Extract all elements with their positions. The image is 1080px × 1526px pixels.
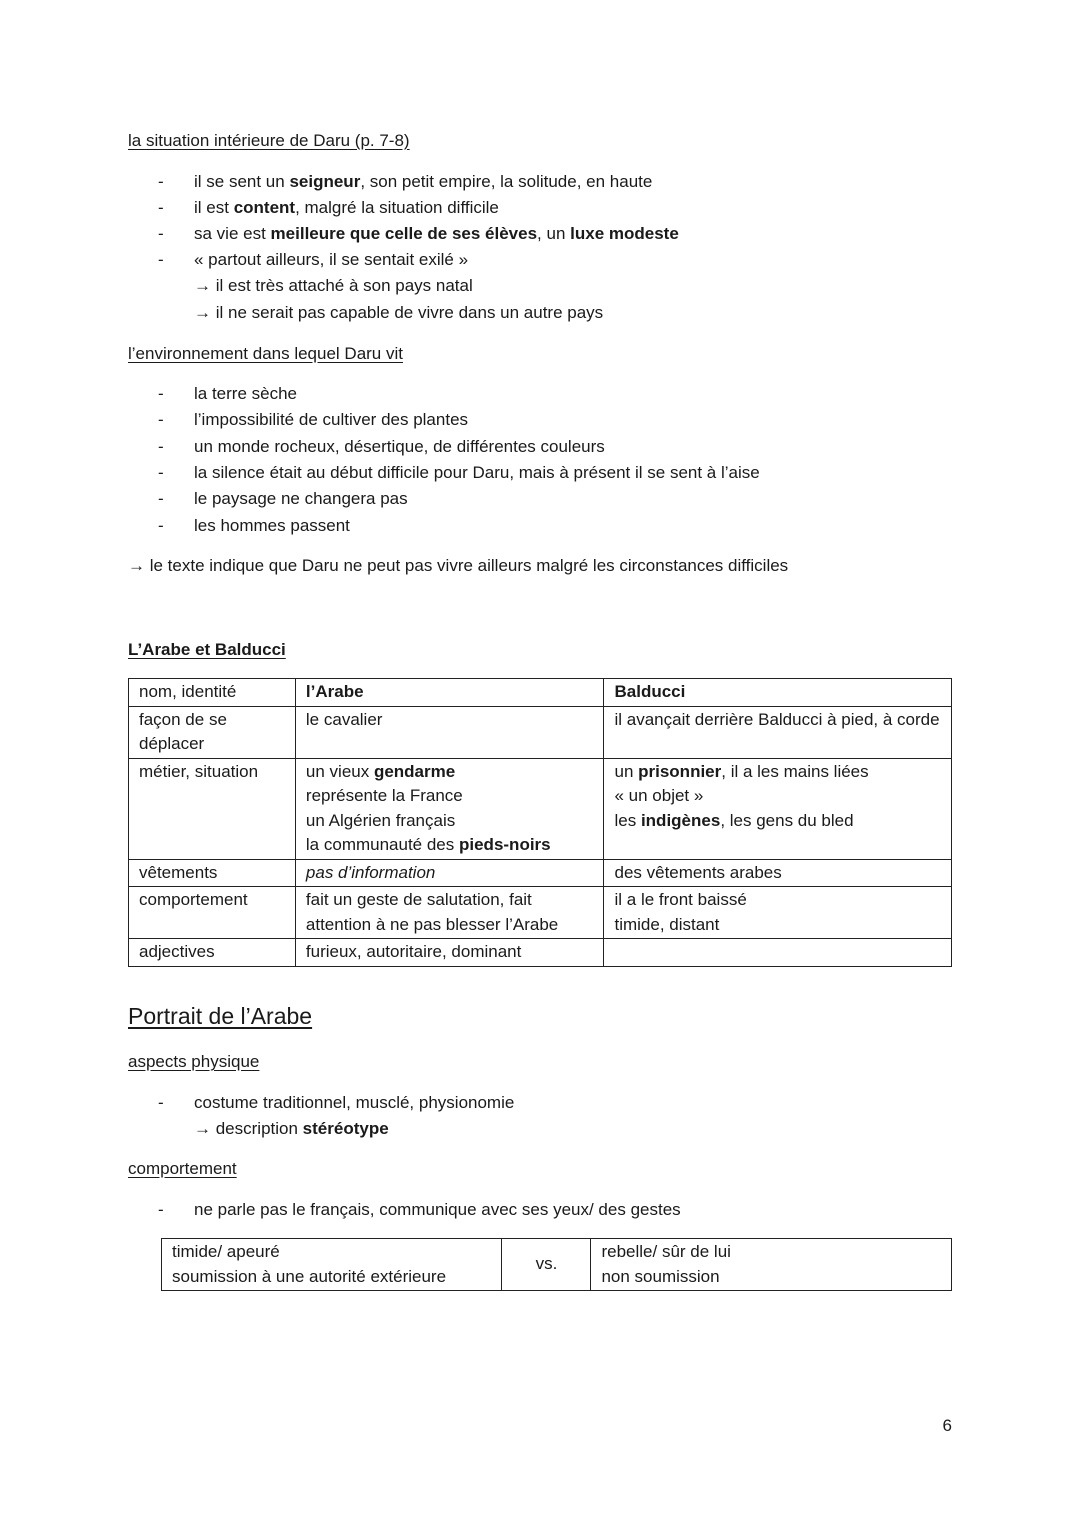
- table-cell: vs.: [501, 1239, 591, 1291]
- table-cell: [604, 939, 952, 967]
- table-cell: façon de se déplacer: [129, 706, 296, 758]
- table-cell: adjectives: [129, 939, 296, 967]
- arrow-note: → description stéréotype: [194, 1119, 389, 1138]
- subheading-physical: aspects physique: [128, 1052, 260, 1071]
- list-item: il se sent un seigneur, son petit empire, la solitude, en haute: [194, 172, 653, 191]
- bullet-dash: -: [158, 437, 164, 456]
- table-cell: timide/ apeuré soumission à une autorité extérieure: [162, 1239, 502, 1291]
- table-header: Balducci: [604, 679, 952, 707]
- arrow-note: → il est très attaché à son pays natal: [194, 276, 473, 295]
- table-cell: comportement: [129, 887, 296, 939]
- bullet-dash: -: [158, 172, 164, 191]
- conclusion-note: → le texte indique que Daru ne peut pas vivre ailleurs malgré les circonstances difficiles: [128, 556, 789, 575]
- list-item: le paysage ne changera pas: [194, 489, 408, 508]
- table-cell: fait un geste de salutation, fait attention à ne pas blesser l’Arabe: [295, 887, 604, 939]
- table-cell: pas d’information: [295, 859, 604, 887]
- section-heading-situation: la situation intérieure de Daru (p. 7-8): [128, 131, 410, 150]
- table-cell: rebelle/ sûr de lui non soumission: [591, 1239, 952, 1291]
- list-item: les hommes passent: [194, 516, 350, 535]
- list-item: un monde rocheux, désertique, de différentes couleurs: [194, 437, 605, 456]
- bullet-dash: -: [158, 1093, 164, 1112]
- section-heading-environment: l’environnement dans lequel Daru vit: [128, 344, 403, 363]
- table-row: [129, 939, 952, 967]
- list-item: costume traditionnel, musclé, physionomie: [194, 1093, 515, 1112]
- table-cell: le cavalier: [295, 706, 604, 758]
- bullet-dash: -: [158, 384, 164, 403]
- table-cell: furieux, autoritaire, dominant: [295, 939, 604, 967]
- table-row: [129, 706, 952, 758]
- list-item: sa vie est meilleure que celle de ses élèves, un luxe modeste: [194, 224, 679, 243]
- table-cell: des vêtements arabes: [604, 859, 952, 887]
- table-cell: il avançait derrière Balducci à pied, à corde: [604, 706, 952, 758]
- list-item: ne parle pas le français, communique avec ses yeux/ des gestes: [194, 1200, 681, 1219]
- bullet-dash: -: [158, 250, 164, 269]
- bullet-dash: -: [158, 410, 164, 429]
- section-heading-comparison: L’Arabe et Balducci: [128, 640, 286, 659]
- page-title-portrait: Portrait de l’Arabe: [128, 1003, 313, 1029]
- bullet-dash: -: [158, 489, 164, 508]
- comparison-table: [128, 678, 952, 967]
- table-row: [129, 679, 952, 707]
- list-item: l’impossibilité de cultiver des plantes: [194, 410, 469, 429]
- list-item: « partout ailleurs, il se sentait exilé »: [194, 250, 469, 269]
- compare-table: [161, 1238, 952, 1291]
- bullet-dash: -: [158, 224, 164, 243]
- table-row: [162, 1239, 952, 1291]
- bullet-dash: -: [158, 463, 164, 482]
- arrow-note: → il ne serait pas capable de vivre dans un autre pays: [194, 303, 604, 322]
- bullet-dash: -: [158, 198, 164, 217]
- table-cell: un vieux gendarme représente la France un Algérien français la communauté des pieds-noirs: [295, 758, 604, 859]
- table-cell: un prisonnier, il a les mains liées « un objet » les indigènes, les gens du bled: [604, 758, 952, 859]
- table-cell: vêtements: [129, 859, 296, 887]
- table-cell: il a le front baissé timide, distant: [604, 887, 952, 939]
- table-row: [129, 758, 952, 859]
- list-item: la silence était au début difficile pour Daru, mais à présent il se sent à l’aise: [194, 463, 760, 482]
- list-item: il est content, malgré la situation difficile: [194, 198, 499, 217]
- subheading-behaviour: comportement: [128, 1159, 237, 1178]
- table-cell: nom, identité: [129, 679, 296, 707]
- bullet-dash: -: [158, 1200, 164, 1219]
- table-cell: métier, situation: [129, 758, 296, 859]
- table-header: l’Arabe: [295, 679, 604, 707]
- list-item: la terre sèche: [194, 384, 297, 403]
- page-number: 6: [942, 1416, 952, 1435]
- table-row: [129, 887, 952, 939]
- table-row: [129, 859, 952, 887]
- bullet-dash: -: [158, 516, 164, 535]
